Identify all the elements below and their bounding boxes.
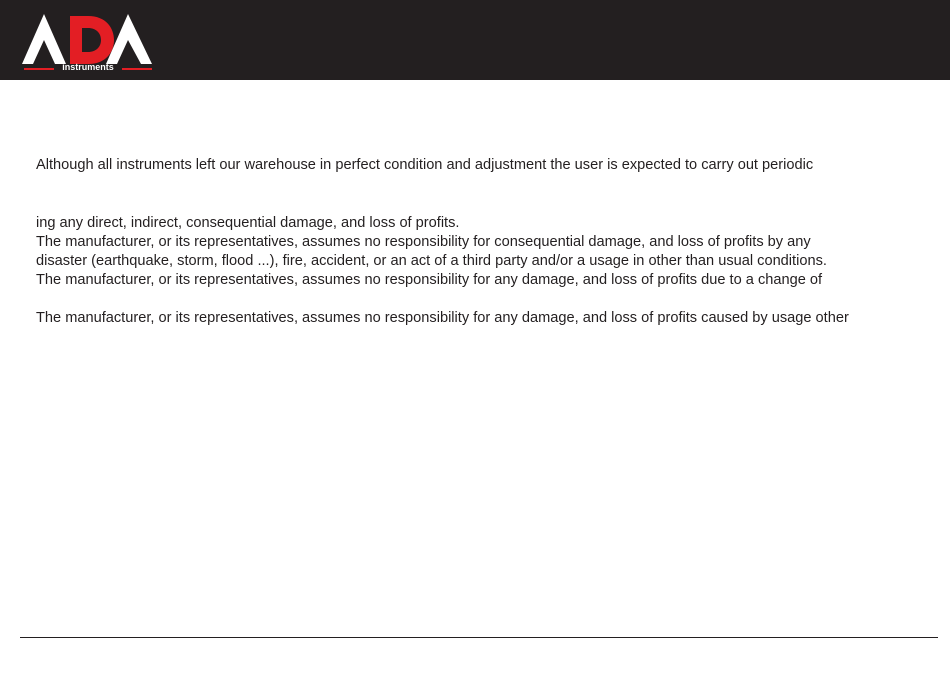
header-bar [0,0,950,80]
text-line-6: The manufacturer, or its representatives, assumes no responsibility for any damage, and loss of profits caused by usage other [36,310,849,326]
logo-subtext: instruments [62,62,114,72]
text-line-3: The manufacturer, or its representatives, assumes no responsibility for consequential damage, and loss of profits by any [36,234,811,250]
text-line-5: The manufacturer, or its representatives, assumes no responsibility for any damage, and loss of profits due to a change of [36,272,823,288]
ada-instruments-logo [22,6,156,74]
text-line-1: Although all instruments left our warehouse in perfect condition and adjustment the user is expected to carry out periodic [36,157,814,173]
text-line-4: disaster (earthquake, storm, flood ...), fire, accident, or an act of a third party and/or a usage in other than usual conditions. [36,253,827,269]
footer-divider [20,637,938,638]
text-line-2: ing any direct, indirect, consequential damage, and loss of profits. [36,215,460,231]
